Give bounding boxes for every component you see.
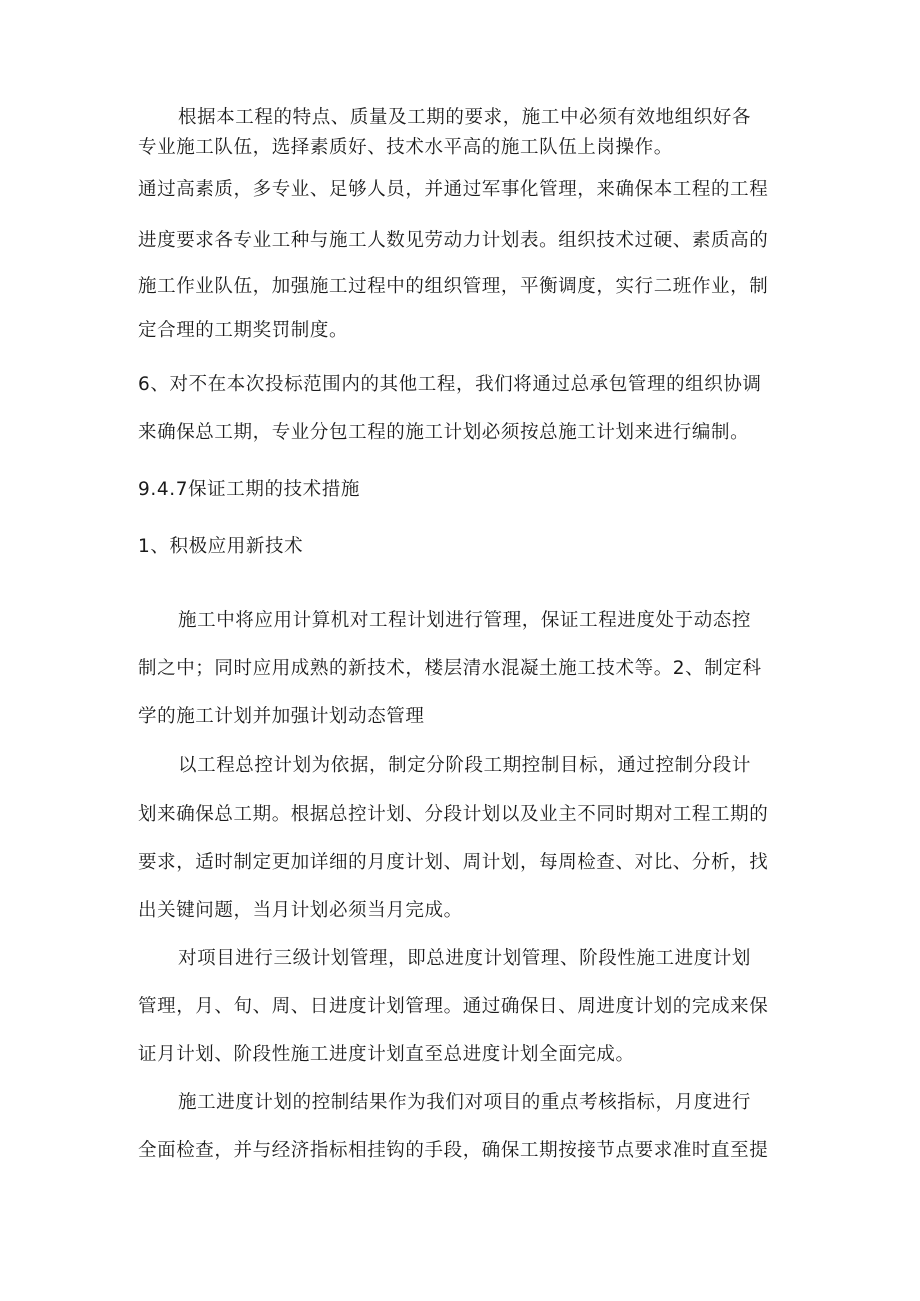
text-line: 根据本工程的特点、质量及工期的要求，施工中必须有效地组织好各 [178, 107, 752, 128]
text-line: 6、对不在本次投标范围内的其他工程，我们将通过总承包管理的组织协调 [138, 374, 762, 395]
text-line: 以工程总控计划为依据，制定分阶段工期控制目标，通过控制分段计 [178, 755, 752, 776]
text-line: 要求，适时制定更加详细的月度计划、周计划，每周检查、对比、分析，找 [138, 852, 769, 873]
text-line: 来确保总工期，专业分包工程的施工计划必须按总施工计划来进行编制。 [138, 422, 750, 443]
text-line: 划来确保总工期。根据总控计划、分段计划以及业主不同时期对工程工期的 [138, 804, 769, 825]
text-line: 专业施工队伍，选择素质好、技术水平高的施工队伍上岗操作。 [138, 137, 673, 158]
text-line: 制之中；同时应用成熟的新技术，楼层清水混凝土施工技术等。2、制定科 [138, 658, 762, 679]
text-line: 对项目进行三级计划管理，即总进度计划管理、阶段性施工进度计划 [178, 948, 752, 969]
text-line: 出关键问题，当月计划必须当月完成。 [138, 900, 463, 921]
text-line: 管理，月、旬、周、日进度计划管理。通过确保日、周进度计划的完成来保 [138, 996, 769, 1017]
section-heading: 9.4.7保证工期的技术措施 [138, 479, 360, 500]
text-line: 定合理的工期奖罚制度。 [138, 320, 349, 341]
text-line: 全面检查，并与经济指标相挂钩的手段，确保工期按接节点要求准时直至提 [138, 1140, 769, 1161]
subsection-heading: 1、积极应用新技术 [138, 536, 304, 557]
text-line: 施工进度计划的控制结果作为我们对项目的重点考核指标，月度进行 [178, 1092, 752, 1113]
text-line: 通过高素质，多专业、足够人员，并通过军事化管理，来确保本工程的工程 [138, 179, 769, 200]
text-line: 学的施工计划并加强计划动态管理 [138, 706, 425, 727]
text-line: 施工中将应用计算机对工程计划进行管理，保证工程进度处于动态控 [178, 610, 752, 631]
text-line: 进度要求各专业工种与施工人数见劳动力计划表。组织技术过硬、素质高的 [138, 230, 769, 251]
text-line: 证月计划、阶段性施工进度计划直至总进度计划全面完成。 [138, 1044, 635, 1065]
text-line: 施工作业队伍，加强施工过程中的组织管理，平衡调度，实行二班作业，制 [138, 276, 769, 297]
